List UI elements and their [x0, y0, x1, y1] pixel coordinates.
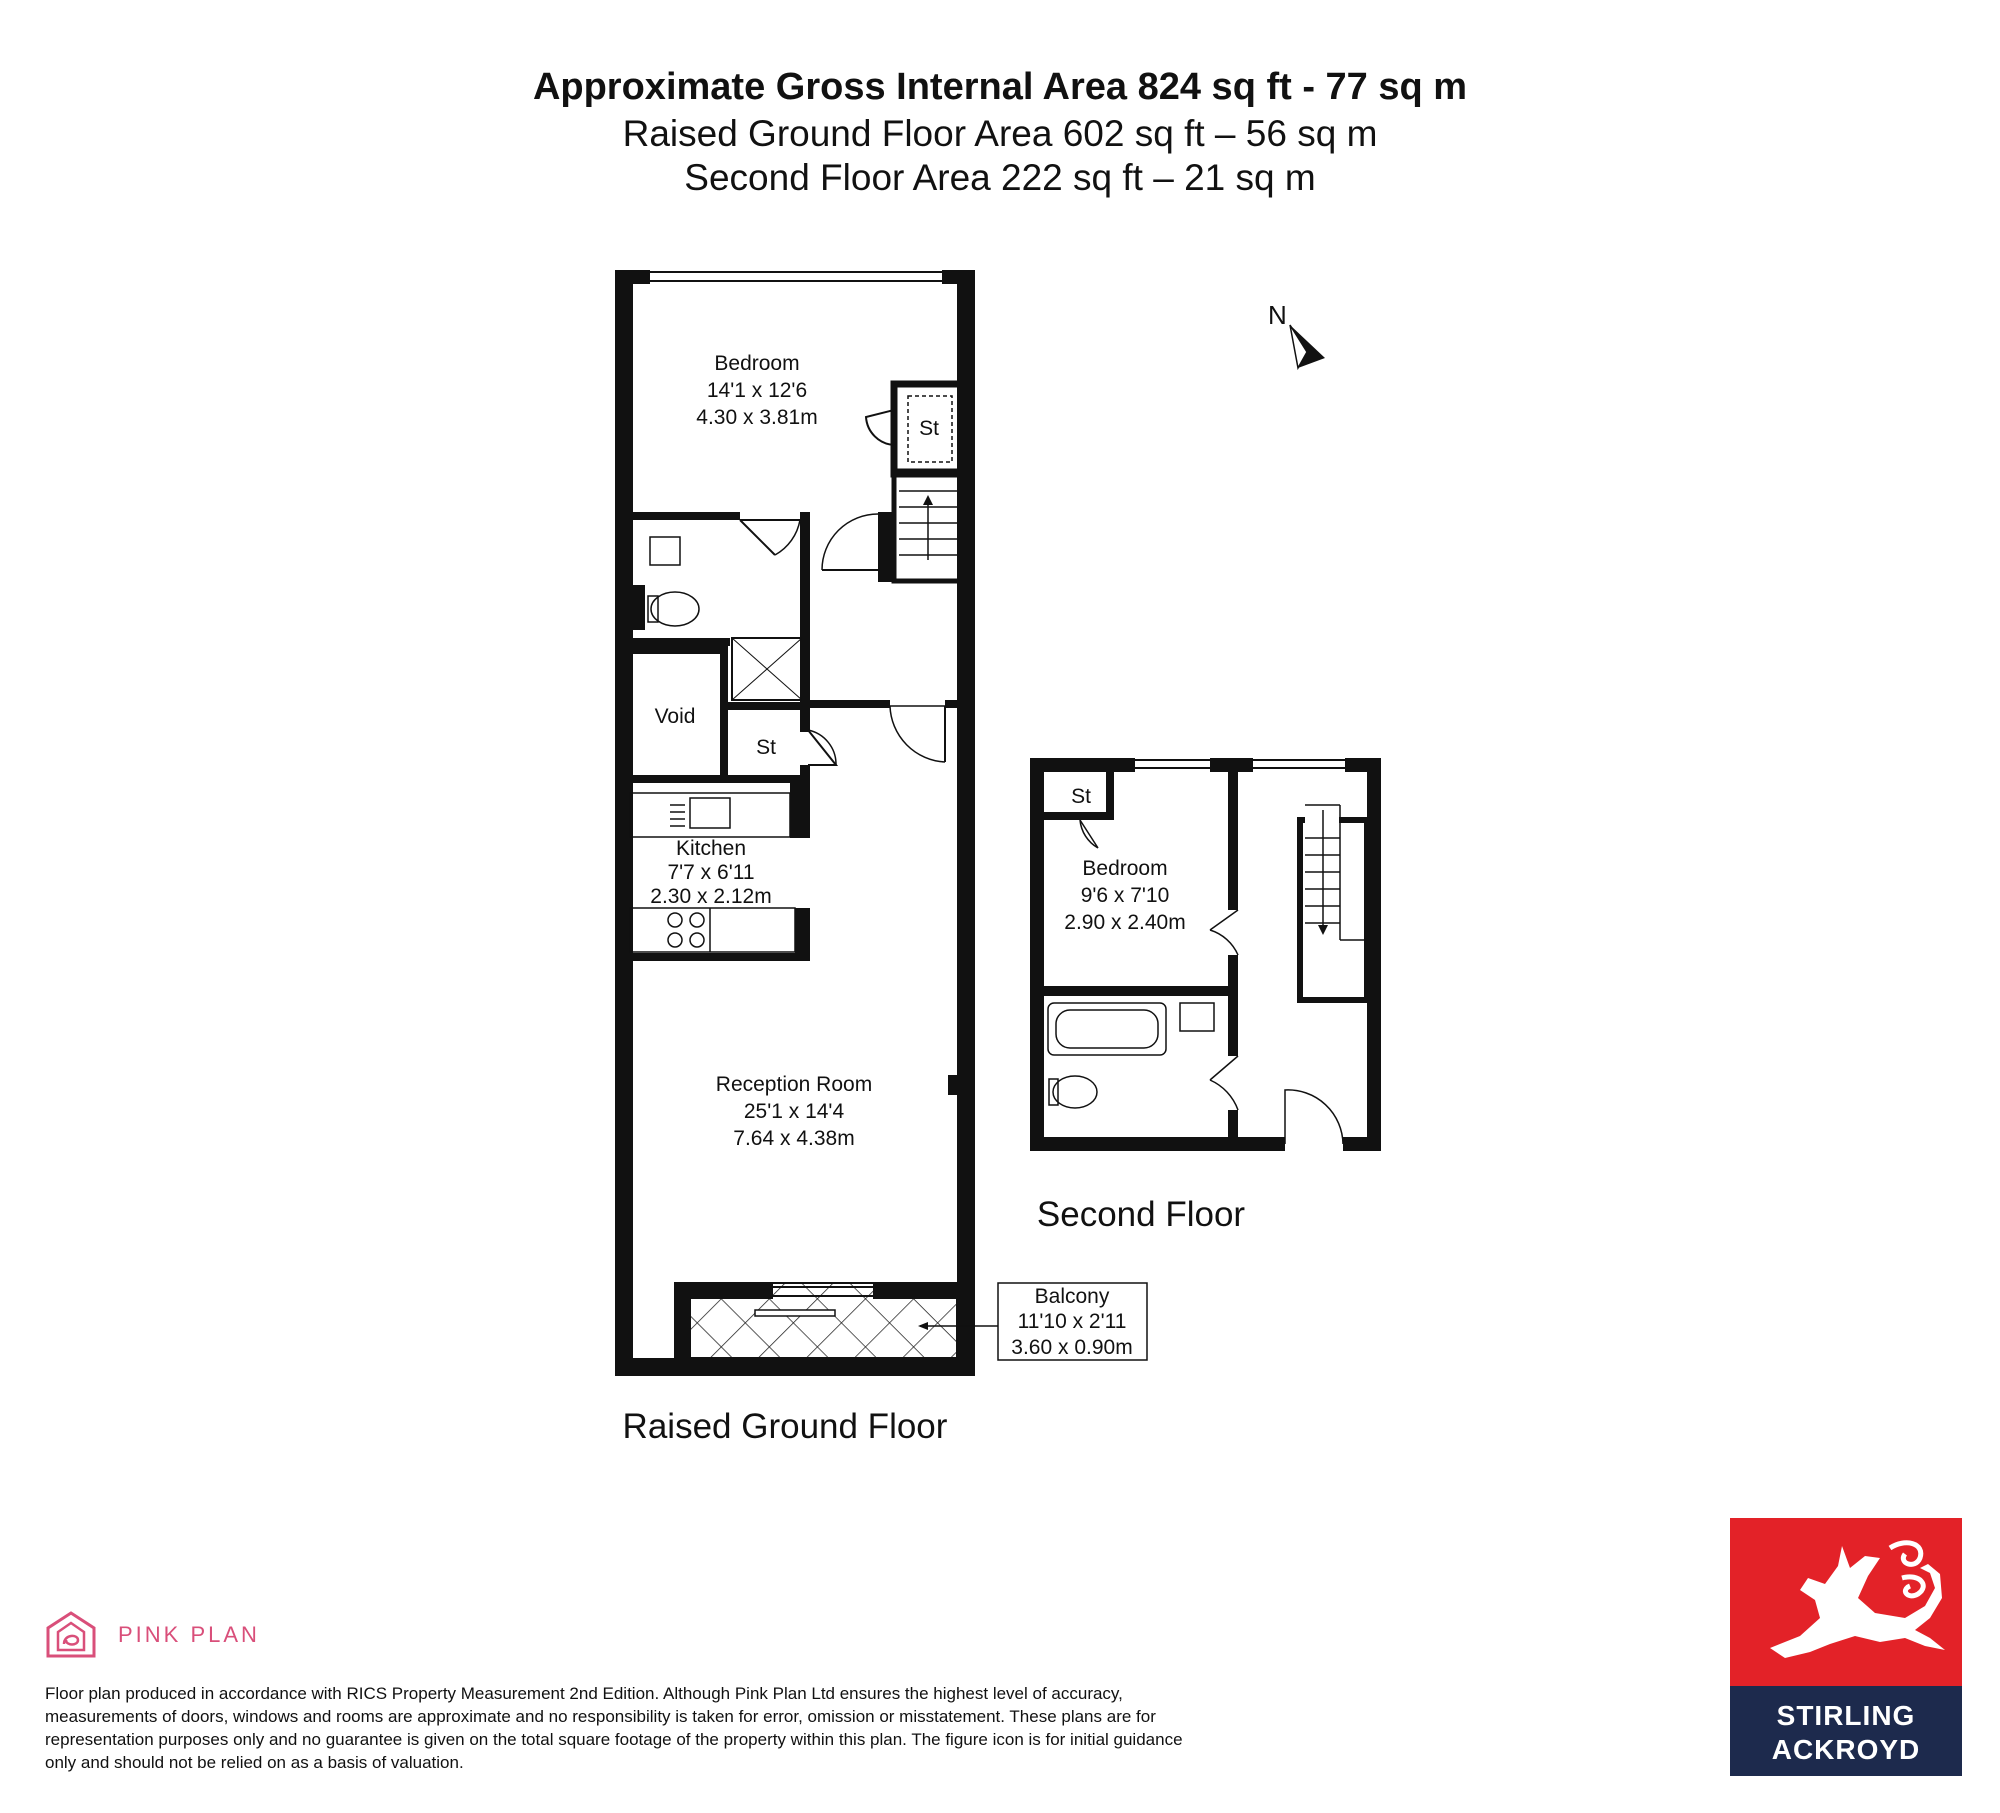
- staircase-down: [1300, 805, 1367, 1000]
- pink-plan-logo-icon: [44, 1610, 98, 1660]
- gross-area-title: Approximate Gross Internal Area 824 sq ft - 77 sq m: [532, 66, 1468, 108]
- second-floor-area: Second Floor Area 222 sq ft – 21 sq m: [684, 157, 1316, 198]
- second-bedroom-imperial: 9'6 x 7'10: [1080, 884, 1170, 907]
- compass-label: N: [1268, 300, 1287, 330]
- second-bedroom-door: [1210, 910, 1238, 955]
- raised-ground-area: Raised Ground Floor Area 602 sq ft – 56 sq m: [622, 113, 1378, 154]
- second-floor-bathroom: [1048, 1003, 1238, 1110]
- store-label-1: St: [919, 417, 939, 440]
- reception-imperial: 25'1 x 14'4: [743, 1100, 845, 1123]
- balcony-imperial: 11'10 x 2'11: [1017, 1310, 1127, 1333]
- agent-name-line2: ACKROYD: [1771, 1734, 1921, 1765]
- second-floor-entry-door: [1285, 1090, 1343, 1144]
- griffin-icon: [1730, 1518, 1962, 1686]
- void-label: Void: [654, 705, 696, 728]
- kitchen-imperial: 7'7 x 6'11: [667, 861, 755, 884]
- store-label-2: St: [756, 736, 776, 759]
- shower-room: [615, 512, 810, 702]
- corridor-door: [822, 512, 894, 582]
- agent-logo-navy-panel: [1730, 1686, 1962, 1776]
- raised-ground-floor-label: Raised Ground Floor: [622, 1407, 948, 1446]
- reception-label: Reception Room: [715, 1073, 873, 1096]
- reception-metric: 7.64 x 4.38m: [733, 1127, 855, 1150]
- bedroom-imperial: 14'1 x 12'6: [706, 379, 808, 402]
- balcony-label: Balcony: [1034, 1285, 1110, 1308]
- balcony-metric: 3.60 x 0.90m: [1011, 1336, 1133, 1359]
- agent-name-line1: STIRLING: [1776, 1700, 1916, 1731]
- store-cupboard: [866, 384, 962, 474]
- second-store-label: St: [1071, 785, 1091, 808]
- staircase-up: [894, 471, 962, 581]
- agent-logo-red-panel: [1730, 1518, 1962, 1686]
- second-floor-label: Second Floor: [1036, 1195, 1246, 1234]
- raised-ground-floor-plan: [615, 270, 1147, 1446]
- second-floor-plan: [1030, 758, 1381, 1234]
- disclaimer-text: Floor plan produced in accordance with RICS Property Measurement 2nd Edition. Although Pink Plan Ltd ensures the highest level of accuracy, measurements of doors, windows and rooms are approximate and no responsibility is taken for error, omission or misstatement. These plans are for representation purposes only and no guarantee is given on the total square footage of the property within this plan. The figure icon is for initial guidance only and should not be relied on as a basis of valuation.: [45, 1684, 1183, 1772]
- store-cupboard-2: [728, 702, 836, 783]
- stirling-ackroyd-logo: [1730, 1518, 1962, 1776]
- second-bedroom-metric: 2.90 x 2.40m: [1064, 911, 1186, 934]
- second-floor-store: [1044, 772, 1114, 848]
- second-bedroom-label: Bedroom: [1082, 857, 1168, 880]
- north-compass-icon: [1268, 300, 1325, 368]
- entrance-door: [810, 700, 957, 762]
- pink-plan-brand: PINK PLAN: [118, 1622, 260, 1647]
- kitchen-metric: 2.30 x 2.12m: [650, 885, 772, 908]
- bedroom-window: [650, 272, 942, 281]
- bedroom-label: Bedroom: [714, 352, 800, 375]
- bedroom-metric: 4.30 x 3.81m: [696, 406, 818, 429]
- kitchen-label: Kitchen: [675, 837, 747, 860]
